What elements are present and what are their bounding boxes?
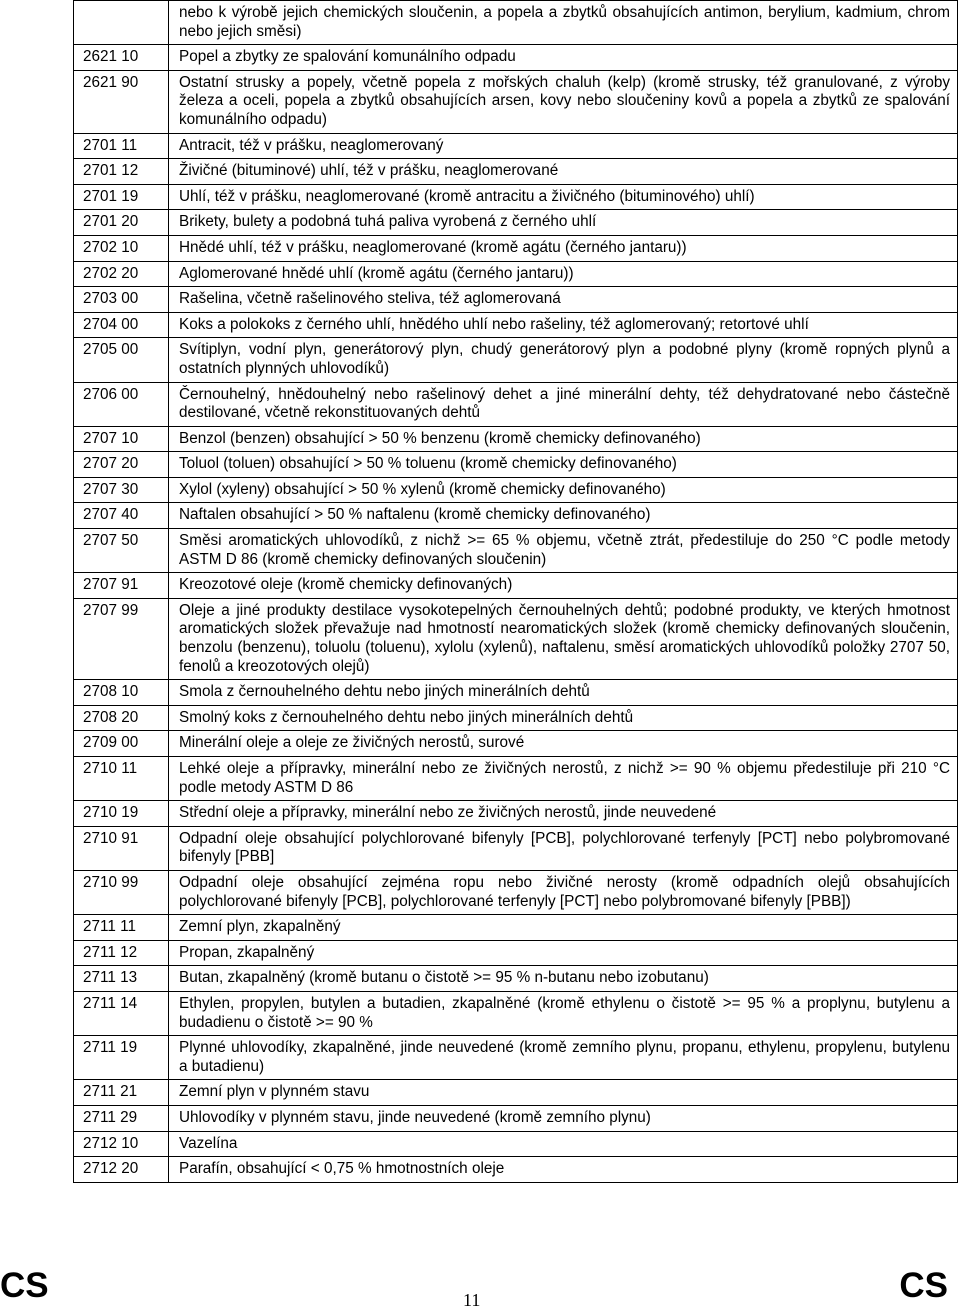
row-code: 2707 40 <box>74 503 169 529</box>
row-code: 2707 10 <box>74 426 169 452</box>
table-row <box>74 870 958 914</box>
row-code: 2707 30 <box>74 477 169 503</box>
row-description: Odpadní oleje obsahující polychlorované bifenyly [PCB], polychlorované terfenyly [PCT] nebo polybromované bifenyly [PBB] <box>169 826 958 870</box>
table-row <box>74 184 958 210</box>
row-code: 2621 10 <box>74 45 169 71</box>
table-row <box>74 503 958 529</box>
table-row <box>74 477 958 503</box>
row-code: 2708 10 <box>74 680 169 706</box>
row-description: Uhlí, též v prášku, neaglomerované (kromě antracitu a živičného (bituminového) uhlí) <box>169 184 958 210</box>
row-code: 2710 11 <box>74 757 169 801</box>
table-row <box>74 426 958 452</box>
table-row <box>74 1080 958 1106</box>
table-row <box>74 70 958 133</box>
row-description: Aglomerované hnědé uhlí (kromě agátu (černého jantaru)) <box>169 261 958 287</box>
table-row <box>74 235 958 261</box>
table-row <box>74 45 958 71</box>
row-description: Minerální oleje a oleje ze živičných nerostů, surové <box>169 731 958 757</box>
row-code: 2708 20 <box>74 705 169 731</box>
table-row <box>74 312 958 338</box>
row-code: 2711 14 <box>74 991 169 1035</box>
table-row <box>74 966 958 992</box>
row-code: 2711 12 <box>74 940 169 966</box>
table-row <box>74 826 958 870</box>
row-code: 2706 00 <box>74 382 169 426</box>
table-row <box>74 338 958 382</box>
table-row <box>74 680 958 706</box>
row-code: 2712 20 <box>74 1157 169 1183</box>
row-code: 2707 20 <box>74 452 169 478</box>
row-description: Uhlovodíky v plynném stavu, jinde neuvedené (kromě zemního plynu) <box>169 1105 958 1131</box>
row-description: Koks a polokoks z černého uhlí, hnědého uhlí nebo rašeliny, též aglomerovaný; retortové uhlí <box>169 312 958 338</box>
code-table-body <box>74 1 958 1183</box>
table-row <box>74 287 958 313</box>
row-description: Brikety, bulety a podobná tuhá paliva vyrobená z černého uhlí <box>169 210 958 236</box>
table-row <box>74 991 958 1035</box>
row-code: 2703 00 <box>74 287 169 313</box>
table-row <box>74 159 958 185</box>
row-code <box>74 1 169 45</box>
row-description: Ostatní strusky a popely, včetně popela z mořských chaluh (kelp) (kromě strusky, též granulované, z výroby železa a oceli, popela a zbytků obsahujících arsen, kovy nebo sloučeniny kovů a popela a zbytků ze spalování komunálního odpadu) <box>169 70 958 133</box>
row-description: Ethylen, propylen, butylen a butadien, zkapalněné (kromě ethylenu o čistotě >= 95 % a proplynu, butylenu a budadienu o čistotě >= 90 % <box>169 991 958 1035</box>
row-code: 2709 00 <box>74 731 169 757</box>
row-description: Parafín, obsahující < 0,75 % hmotnostních oleje <box>169 1157 958 1183</box>
row-code: 2621 90 <box>74 70 169 133</box>
row-code: 2705 00 <box>74 338 169 382</box>
table-row <box>74 940 958 966</box>
row-description: Butan, zkapalněný (kromě butanu o čistotě >= 95 % n-butanu nebo izobutanu) <box>169 966 958 992</box>
row-code: 2701 20 <box>74 210 169 236</box>
table-row <box>74 573 958 599</box>
row-code: 2701 19 <box>74 184 169 210</box>
table-row <box>74 1131 958 1157</box>
row-description: Kreozotové oleje (kromě chemicky definovaných) <box>169 573 958 599</box>
table-row <box>74 1157 958 1183</box>
row-code: 2711 29 <box>74 1105 169 1131</box>
table-row <box>74 1036 958 1080</box>
row-description: Smolný koks z černouhelného dehtu nebo jiných minerálních dehtů <box>169 705 958 731</box>
table-row <box>74 529 958 573</box>
row-description: Toluol (toluen) obsahující > 50 % toluenu (kromě chemicky definovaného) <box>169 452 958 478</box>
row-code: 2711 19 <box>74 1036 169 1080</box>
row-description: Popel a zbytky ze spalování komunálního odpadu <box>169 45 958 71</box>
row-description: Rašelina, včetně rašelinového steliva, též aglomerovaná <box>169 287 958 313</box>
row-description: Hnědé uhlí, též v prášku, neaglomerované (kromě agátu (černého jantaru)) <box>169 235 958 261</box>
table-row <box>74 801 958 827</box>
row-code: 2711 11 <box>74 915 169 941</box>
row-code: 2707 91 <box>74 573 169 599</box>
table-row <box>74 705 958 731</box>
row-description: Plynné uhlovodíky, zkapalněné, jinde neuvedené (kromě zemního plynu, propanu, ethylenu, propylenu, butylenu a butadienu) <box>169 1036 958 1080</box>
row-description: Odpadní oleje obsahující zejména ropu nebo živičné nerosty (kromě odpadních olejů obsahujících polychlorované bifenyly [PCB], polychlorované terfenyly [PCT] nebo polybromované bifenyly [PBB]) <box>169 870 958 914</box>
row-code: 2707 50 <box>74 529 169 573</box>
table-row <box>74 757 958 801</box>
row-description: Propan, zkapalněný <box>169 940 958 966</box>
code-table <box>73 0 958 1183</box>
row-code: 2710 19 <box>74 801 169 827</box>
table-row <box>74 598 958 679</box>
row-description: Naftalen obsahující > 50 % naftalenu (kromě chemicky definovaného) <box>169 503 958 529</box>
footer-language-label-right: CS <box>899 1266 948 1305</box>
row-code: 2710 99 <box>74 870 169 914</box>
table-row <box>74 1105 958 1131</box>
row-description: Černouhelný, hnědouhelný nebo rašelinový dehet a jiné minerální dehty, též dehydratované nebo částečně destilované, včetně rekonstituovaných dehtů <box>169 382 958 426</box>
row-description: Směsi aromatických uhlovodíků, z nichž >= 65 % objemu, včetně ztrát, předestiluje do 250 °C podle metody ASTM D 86 (kromě chemicky definovaných sloučenin) <box>169 529 958 573</box>
row-code: 2707 99 <box>74 598 169 679</box>
row-description: Zemní plyn, zkapalněný <box>169 915 958 941</box>
row-description: Živičné (bituminové) uhlí, též v prášku, neaglomerované <box>169 159 958 185</box>
row-description: Svítiplyn, vodní plyn, generátorový plyn, chudý generátorový plyn a podobné plyny (kromě ropných plynů a ostatních plynných uhlovodíků) <box>169 338 958 382</box>
table-row <box>74 731 958 757</box>
table-row <box>74 382 958 426</box>
row-description: Zemní plyn v plynném stavu <box>169 1080 958 1106</box>
table-row <box>74 1 958 45</box>
page-number: 11 <box>463 1290 481 1310</box>
row-code: 2711 13 <box>74 966 169 992</box>
row-description: Antracit, též v prášku, neaglomerovaný <box>169 133 958 159</box>
table-row <box>74 915 958 941</box>
row-code: 2701 11 <box>74 133 169 159</box>
row-description: Smola z černouhelného dehtu nebo jiných minerálních dehtů <box>169 680 958 706</box>
row-code: 2710 91 <box>74 826 169 870</box>
row-description: Lehké oleje a přípravky, minerální nebo ze živičných nerostů, z nichž >= 90 % objemu předestiluje při 210 °C podle metody ASTM D 86 <box>169 757 958 801</box>
row-description: Benzol (benzen) obsahující > 50 % benzenu (kromě chemicky definovaného) <box>169 426 958 452</box>
row-description: Xylol (xyleny) obsahující > 50 % xylenů (kromě chemicky definovaného) <box>169 477 958 503</box>
footer-language-label-left: CS <box>0 1266 49 1305</box>
row-description: nebo k výrobě jejich chemických sloučenin, a popela a zbytků obsahujících antimon, berylium, kadmium, chrom nebo jejich směsi) <box>169 1 958 45</box>
row-code: 2712 10 <box>74 1131 169 1157</box>
row-description: Oleje a jiné produkty destilace vysokotepelných černouhelných dehtů; podobné produkty, ve kterých hmotnost aromatických složek převažuje nad hmotností nearomatických složek (kromě chemicky definovaných sloučenin, benzolu (benzenu), toluolu (toluenu), xylolu (xylenů), naftalenu, směsí aromatických uhlovodíků položky 2707 50, fenolů a kreozotových olejů) <box>169 598 958 679</box>
row-code: 2702 10 <box>74 235 169 261</box>
table-row <box>74 452 958 478</box>
row-code: 2701 12 <box>74 159 169 185</box>
row-code: 2711 21 <box>74 1080 169 1106</box>
table-row <box>74 210 958 236</box>
table-row <box>74 133 958 159</box>
row-description: Střední oleje a přípravky, minerální nebo ze živičných nerostů, jinde neuvedené <box>169 801 958 827</box>
row-code: 2702 20 <box>74 261 169 287</box>
table-row <box>74 261 958 287</box>
row-description: Vazelína <box>169 1131 958 1157</box>
row-code: 2704 00 <box>74 312 169 338</box>
